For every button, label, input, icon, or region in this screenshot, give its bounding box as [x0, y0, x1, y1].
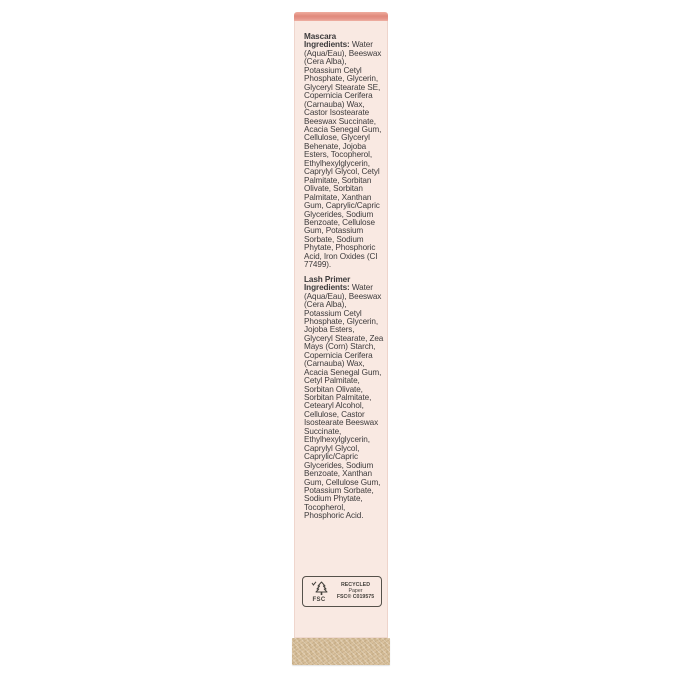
fsc-cert-number: FSC® C019575: [336, 594, 375, 600]
ingredients-label: Ingredients:: [304, 40, 350, 50]
fsc-logo: [306, 581, 332, 603]
fsc-certification-label: [302, 576, 382, 607]
fsc-tree-icon: [311, 581, 328, 596]
box-top-flap: [294, 12, 388, 21]
lash-primer-ingredients-section: [304, 276, 384, 521]
ingredients-label: Ingredients:: [304, 283, 350, 293]
cardboard-bottom-edge: [292, 638, 390, 665]
product-box: [294, 12, 388, 665]
mascara-ingredients-section: [304, 33, 384, 270]
fsc-cert-text: [335, 582, 376, 600]
fsc-paper-line: Paper: [348, 588, 363, 594]
ingredients-panel: [294, 21, 388, 638]
section-heading: Lash Primer: [304, 274, 351, 284]
ingredients-text: Water (Aqua/Eau), Beeswax (Cera Alba), Potassium Cetyl Phosphate, Glycerin, Jojoba Esters, Glyceryl Stearate, Zea Mays (Corn) Starch, Copernicia Cerifera (Carnauba) Wax, Acacia Senegal Gum, Cetyl Palmitate, Sorbitan Olivate, Sorbitan Palmitate, Cetearyl Alcohol, Cellulose, Castor Isostearate Beeswax Succinate, Ethylhexylglycerin, Caprylyl Glycol, Caprylic/Capric Glycerides, Sodium Benzoate, Xanthan Gum, Cellulose Gum, Potassium Sorbate, Sodium Phytate, Tocopherol, Phosphoric Acid.: [304, 283, 384, 521]
fsc-recycled-line: RECYCLED: [340, 582, 371, 588]
fsc-wordmark: FSC: [312, 596, 326, 603]
ingredients-text: Water (Aqua/Eau), Beeswax (Cera Alba), Potassium Cetyl Phosphate, Glycerin, Glyceryl Stearate SE, Copernicia Cerifera (Carnauba) Wax, Castor Isostearate Beeswax Succinate, Acacia Senegal Gum, Cellulose, Glyceryl Behenate, Jojoba Esters, Tocopherol, Ethylhexylglycerin, Caprylyl Glycol, Cetyl Palmitate, Sorbitan Olivate, Sorbitan Palmitate, Xanthan Gum, Caprylic/Capric Glycerides, Sodium Benzoate, Cellulose Gum, Potassium Sorbate, Sodium Phytate, Phosphoric Acid, Iron Oxides (CI 77499).: [304, 40, 382, 270]
section-heading: Mascara: [304, 32, 337, 41]
